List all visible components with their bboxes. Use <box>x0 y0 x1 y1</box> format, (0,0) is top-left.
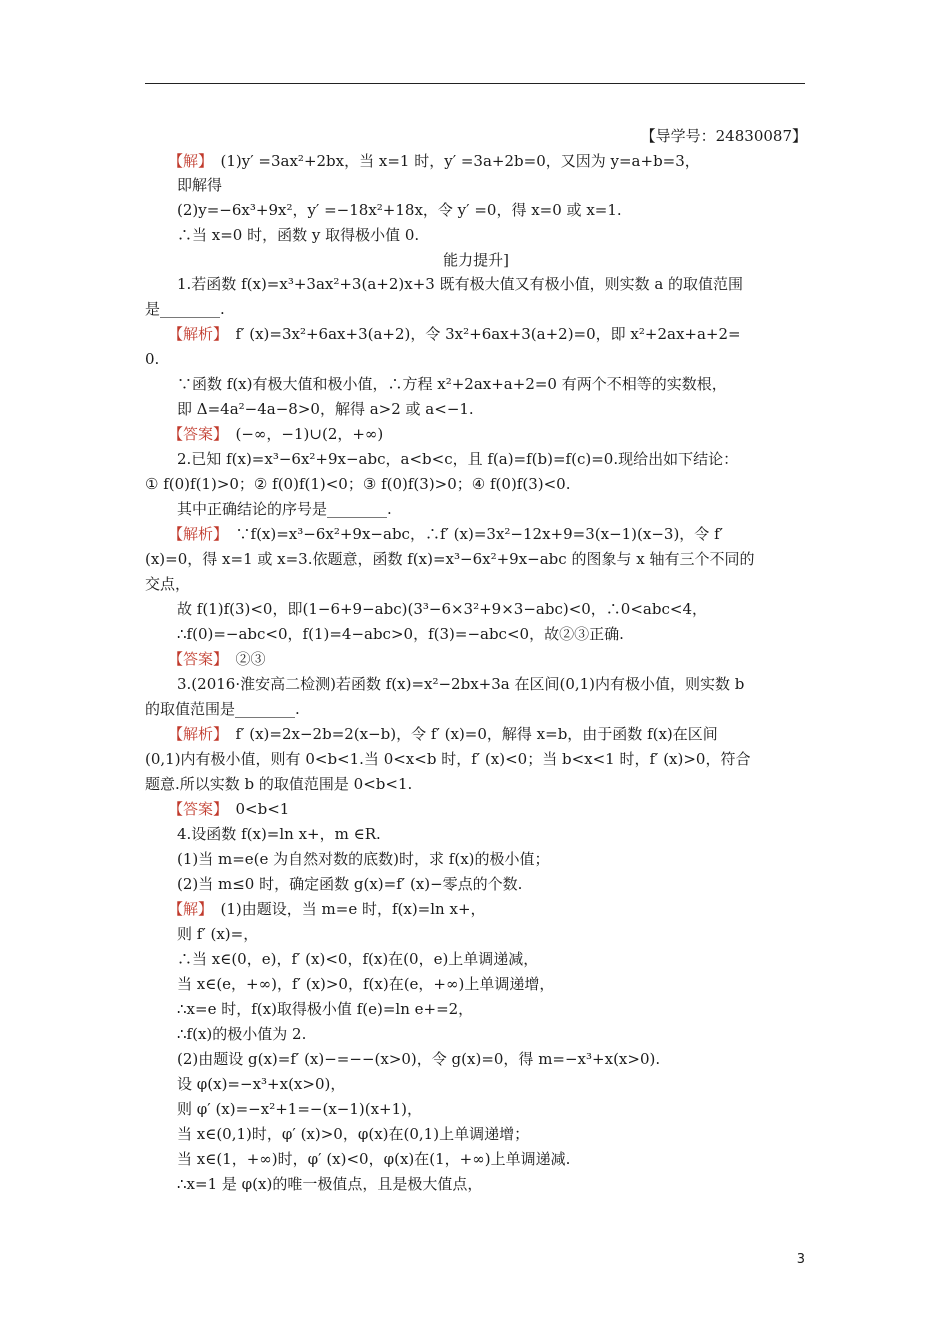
text-line: 当 x∈(0,1)时，φ′ (x)>0，φ(x)在(0,1)上单调递增； <box>177 1125 530 1143</box>
text-line: 4.设函数 f(x)=ln x+，m ∈R. <box>177 825 381 843</box>
header-ref: 【导学号：24830087】 <box>640 127 807 145</box>
text-line: ∴x=e 时，f(x)取得极小值 f(e)=ln e+=2， <box>177 1000 474 1018</box>
text-line: ∴f(0)=−abc<0，f(1)=4−abc>0，f(3)=−abc<0，故②③正确. <box>177 625 624 643</box>
answer-tag: 【解】 <box>168 900 206 918</box>
text-line: ∴当 x=0 时，函数 y 取得极小值 0. <box>177 226 420 244</box>
text-line: 2.已知 f(x)=x³−6x²+9x−abc，a<b<c，且 f(a)=f(b)=f(c)=0.现给出如下结论： <box>177 450 739 468</box>
text-line: (2)y=−6x³+9x²，y′ =−18x²+18x，令 y′ =0，得 x=0 或 x=1. <box>177 201 622 219</box>
page-number: 3 <box>796 1252 805 1267</box>
text-line: 【解析】 ∵f(x)=x³−6x²+9x−abc，∴f′ (x)=3x²−12x+9=3(x−1)(x−3)，令 f′ <box>168 525 724 543</box>
text-line: ∴f(x)的极小值为 2. <box>177 1025 307 1043</box>
text-line: 【解析】 f′ (x)=2x−2b=2(x−b)，令 f′ (x)=0，解得 x=b，由于函数 f(x)在区间 <box>168 725 718 743</box>
text-line: 故 f(1)f(3)<0，即(1−6+9−abc)(3³−6×3²+9×3−abc)<0，∴0<abc<4， <box>177 600 707 618</box>
text-line: ① f(0)f(1)>0；② f(0)f(1)<0；③ f(0)f(3)>0；④ f(0)f(3)<0. <box>145 475 571 493</box>
analysis-tag: 【解析】 <box>168 325 221 343</box>
text-line: 【解】 (1)由题设，当 m=e 时，f(x)=ln x+， <box>168 900 486 918</box>
text-line: (2)当 m≤0 时，确定函数 g(x)=f′ (x)−零点的个数. <box>177 875 523 893</box>
text-line: (1)当 m=e(e 为自然对数的底数)时，求 f(x)的极小值； <box>177 850 550 868</box>
text-line: 则 f′ (x)=， <box>177 925 259 943</box>
text-line: 当 x∈(1，+∞)时，φ′ (x)<0，φ(x)在(1，+∞)上单调递减. <box>177 1150 571 1168</box>
text-line: 当 x∈(e，+∞)，f′ (x)>0，f(x)在(e，+∞)上单调递增， <box>177 975 555 993</box>
text-line: ∵函数 f(x)有极大值和极小值，∴方程 x²+2ax+a+2=0 有两个不相等的实数根， <box>177 375 727 393</box>
text-line: 的取值范围是________. <box>145 700 300 718</box>
header-rule <box>145 83 805 84</box>
analysis-tag: 【解析】 <box>168 525 221 543</box>
text-line: 则 φ′ (x)=−x²+1=−(x−1)(x+1)， <box>177 1100 423 1118</box>
text-line: 【答案】 0<b<1 <box>168 800 290 818</box>
section-heading: 能力提升] <box>443 251 509 269</box>
answer-tag: 【答案】 <box>168 650 221 668</box>
text-line: 其中正确结论的序号是________. <box>177 500 392 518</box>
text-line: (2)由题设 g(x)=f′ (x)−=−−(x>0)，令 g(x)=0，得 m=−x³+x(x>0). <box>177 1050 661 1068</box>
text-line: 【答案】 (−∞，−1)∪(2，+∞) <box>168 425 384 443</box>
text-line: 题意.所以实数 b 的取值范围是 0<b<1. <box>145 775 413 793</box>
text-line: (x)=0，得 x=1 或 x=3.依题意，函数 f(x)=x³−6x²+9x−abc 的图象与 x 轴有三个不同的 <box>145 550 755 568</box>
text-line: ∴当 x∈(0，e)，f′ (x)<0，f(x)在(0，e)上单调递减， <box>177 950 539 968</box>
answer-tag: 【答案】 <box>168 425 221 443</box>
text-line: 交点， <box>145 575 191 593</box>
text-line: 即 Δ=4a²−4a−8>0，解得 a>2 或 a<−1. <box>177 400 474 418</box>
answer-tag: 【答案】 <box>168 800 221 818</box>
text-line: 【解】 (1)y′ =3ax²+2bx，当 x=1 时，y′ =3a+2b=0，又因为 y=a+b=3， <box>168 152 700 170</box>
text-line: 【答案】 ②③ <box>168 650 266 668</box>
analysis-tag: 【解析】 <box>168 725 221 743</box>
text-line: 【解析】 f′ (x)=3x²+6ax+3(a+2)，令 3x²+6ax+3(a+2)=0，即 x²+2ax+a+2= <box>168 325 741 343</box>
text-line: 3.(2016·淮安高二检测)若函数 f(x)=x²−2bx+3a 在区间(0,1)内有极小值，则实数 b <box>177 675 745 693</box>
text-line: 1.若函数 f(x)=x³+3ax²+3(a+2)x+3 既有极大值又有极小值，则实数 a 的取值范围 <box>177 275 744 293</box>
text-line: 设 φ(x)=−x³+x(x>0)， <box>177 1075 346 1093</box>
answer-tag: 【解】 <box>168 152 206 170</box>
text-line: 0. <box>145 350 160 368</box>
text-line: (0,1)内有极小值，则有 0<b<1.当 0<x<b 时，f′ (x)<0；当 b<x<1 时，f′ (x)>0，符合 <box>145 750 751 768</box>
text-line: ∴x=1 是 φ(x)的唯一极值点，且是极大值点， <box>177 1175 483 1193</box>
text-line: 是________. <box>145 300 225 318</box>
text-line: 即解得 <box>177 176 223 194</box>
